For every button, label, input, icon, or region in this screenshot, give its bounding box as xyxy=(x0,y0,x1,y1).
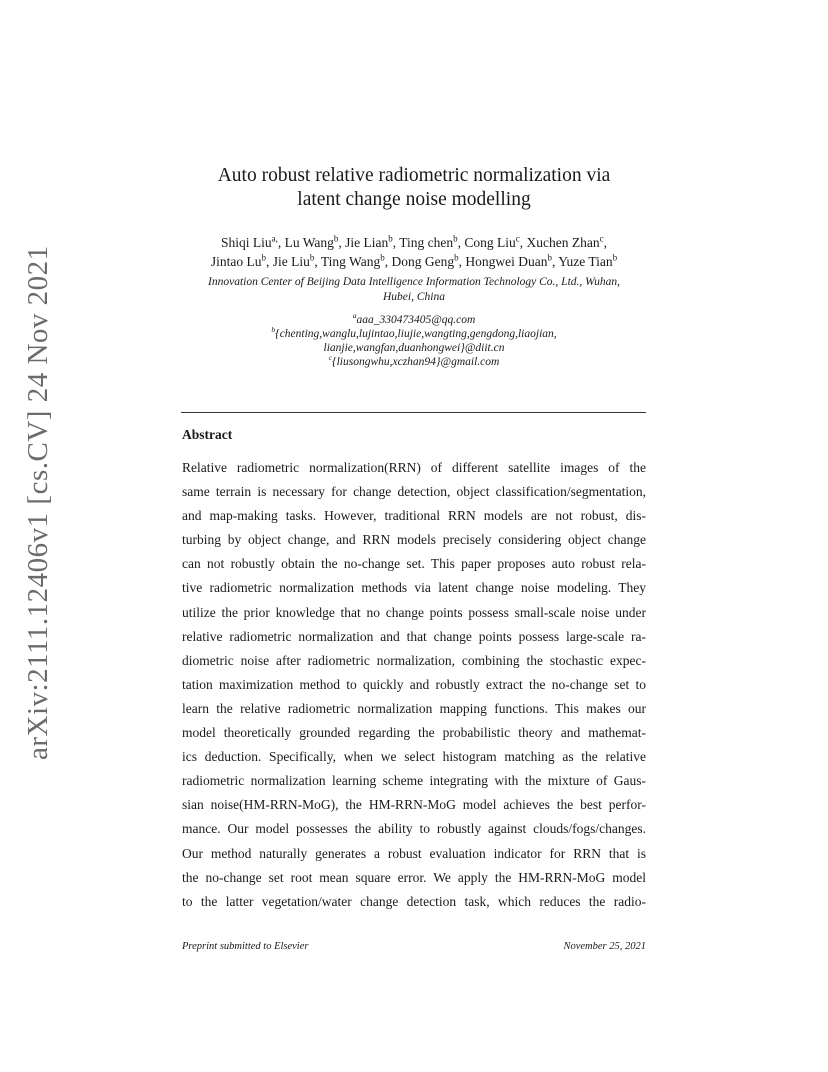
author-separator: , xyxy=(338,235,346,250)
author-affiliation-marker: c xyxy=(515,233,520,244)
author-name: Jie Lian xyxy=(345,235,389,250)
author-separator: , xyxy=(384,253,392,269)
author-line-1 xyxy=(170,234,658,253)
author-line-2 xyxy=(170,253,658,272)
author-separator: , xyxy=(551,253,559,269)
abstract-line: Our method naturally generates a robust evaluation indicator for RRN that is xyxy=(182,845,646,861)
author-separator: , xyxy=(458,253,466,269)
email-b-line-1 xyxy=(190,327,638,341)
email-c-marker: c xyxy=(328,353,332,363)
affiliation xyxy=(170,275,658,304)
abstract-line: utilize the prior knowledge that no change points possess small-scale noise under xyxy=(182,604,646,620)
footer-preprint-note: Preprint submitted to Elsevier xyxy=(182,941,309,952)
author-affiliation-marker: b xyxy=(380,252,385,262)
affiliation-line-2: Hubei, China xyxy=(383,290,445,303)
abstract-line: and map-making tasks. However, traditional RRN models are not robust, dis- xyxy=(182,508,646,524)
abstract-line: ics deduction. Specifically, when we select histogram matching as the relative xyxy=(182,749,646,765)
author-affiliation-marker: b xyxy=(547,252,552,262)
abstract-line: mance. Our model possesses the ability to robustly against clouds/fogs/changes. xyxy=(182,821,646,837)
author-affiliation-marker: b xyxy=(454,252,459,262)
author-affiliation-marker: b xyxy=(453,233,458,244)
email-b-line-2: lianjie,wangfan,duanhongwei}@diit.cn xyxy=(323,342,505,354)
abstract-line: the no-change set root mean square error. We apply the HM-RRN-MoG model xyxy=(182,869,646,885)
author-name: Cong Liu xyxy=(464,235,516,250)
author-separator: , xyxy=(519,235,527,250)
header-rule xyxy=(181,412,646,413)
abstract-line: tive radiometric normalization methods via latent change noise modeling. They xyxy=(182,580,646,596)
author-name: Jie Liu xyxy=(272,253,310,269)
author-name: Ting Wang xyxy=(320,253,381,269)
author-name: Shiqi Liu xyxy=(220,235,272,250)
author-name: Yuze Tian xyxy=(558,253,613,269)
abstract-line: radiometric normalization learning scheme integrating with the mixture of Gaus- xyxy=(182,773,646,789)
abstract-line: sian noise(HM-RRN-MoG), the HM-RRN-MoG model achieves the best perfor- xyxy=(182,797,646,813)
author-separator: , xyxy=(277,235,285,250)
author-separator: , xyxy=(603,235,608,250)
footer-date: November 25, 2021 xyxy=(563,941,646,952)
author-name: Dong Geng xyxy=(391,253,455,269)
author-affiliation-marker: a, xyxy=(271,233,278,244)
abstract-body xyxy=(182,456,646,914)
author-name: Xuchen Zhan xyxy=(526,235,600,250)
abstract-line: to the latter vegetation/water change detection task, which reduces the radio- xyxy=(182,893,646,909)
author-affiliation-marker: b xyxy=(612,252,618,262)
email-c xyxy=(190,355,638,369)
title-line-1: Auto robust relative radiometric normalization via xyxy=(217,165,611,186)
author-affiliation-marker: b xyxy=(309,252,315,262)
author-affiliation-marker: b xyxy=(333,233,339,244)
abstract-line: learn the relative radiometric normalization mapping functions. This makes our xyxy=(182,700,646,716)
author-separator: , xyxy=(314,253,321,269)
author-name: Ting chen xyxy=(399,235,454,250)
abstract-heading: Abstract xyxy=(182,427,233,442)
email-c-address: {liusongwhu,xczhan94}@gmail.com xyxy=(331,356,500,368)
author-name: Jintao Lu xyxy=(210,253,262,269)
author-affiliation-marker: b xyxy=(261,252,267,262)
email-a-marker: a xyxy=(352,311,357,321)
abstract-line: turbing by object change, and RRN models precisely considering object change xyxy=(182,532,646,548)
abstract-line: Relative radiometric normalization(RRN) of different satellite images of the xyxy=(182,460,646,475)
email-a xyxy=(190,313,638,327)
paper-title xyxy=(180,164,648,212)
author-affiliation-marker: c xyxy=(599,233,604,244)
affiliation-line-1: Innovation Center of Beijing Data Intelligence Information Technology Co., Ltd., Wuhan, xyxy=(208,276,620,288)
abstract-line: same terrain is necessary for change detection, object classification/segmentation, xyxy=(182,484,646,500)
author-separator: , xyxy=(266,253,273,269)
author-name: Lu Wang xyxy=(284,235,334,250)
email-b-address-part-1: {chenting,wanglu,lujintao,liujie,wangting,gengdong,liaojian, xyxy=(275,328,557,340)
author-name: Hongwei Duan xyxy=(465,253,548,269)
abstract-line: relative radiometric normalization and that change points possess large-scale ra- xyxy=(182,628,646,644)
title-line-2: latent change noise modelling xyxy=(297,189,531,210)
author-separator: , xyxy=(457,235,465,250)
abstract-line: can not robustly obtain the no-change set. This paper proposes auto robust rela- xyxy=(182,556,646,572)
author-list xyxy=(170,234,658,271)
author-emails xyxy=(190,313,638,369)
email-b-marker: b xyxy=(271,325,276,335)
arxiv-side-stamp: arXiv:2111.12406v1 [cs.CV] 24 Nov 2021 xyxy=(22,245,54,760)
author-affiliation-marker: b xyxy=(388,233,393,244)
abstract-line: diometric noise after radiometric normalization, combining the stochastic expec- xyxy=(182,652,646,668)
email-a-address: aaa_330473405@qq.com xyxy=(356,314,476,326)
author-separator: , xyxy=(392,235,400,250)
abstract-line: tation maximization method to quickly and robustly extract the no-change set to xyxy=(182,676,646,692)
abstract-line: model theoretically grounded regarding the probabilistic theory and mathemat- xyxy=(182,725,646,741)
